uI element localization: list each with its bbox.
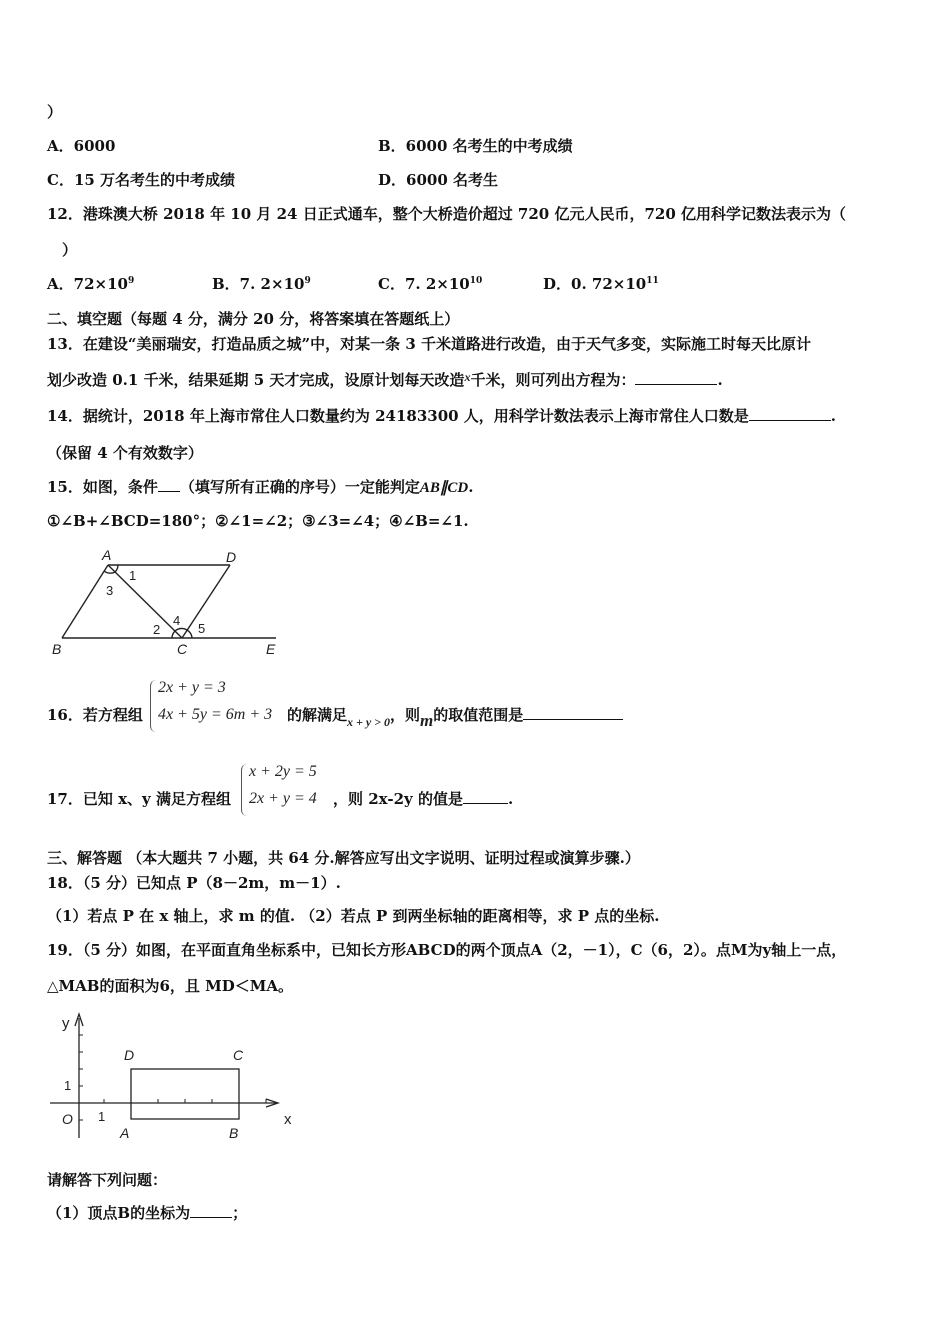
q16-brace (150, 680, 157, 732)
q12-option-d: D．0. $72\times 10^{11}$ (543, 275, 659, 293)
angle-label-3: 3 (106, 583, 114, 598)
q19-part1: （1）顶点B的坐标为 ； (47, 1204, 248, 1222)
q15-figure (40, 540, 290, 660)
label-b: B (229, 1125, 239, 1141)
label-d: D (226, 549, 237, 565)
q19-answer-blank[interactable] (190, 1203, 232, 1218)
y-tick-1: 1 (64, 1078, 72, 1093)
label-d: D (124, 1047, 135, 1063)
label-b: B (52, 641, 62, 657)
q11-option-c: C．15 万名考生的中考成绩 (47, 171, 236, 189)
angle-4-arc (175, 628, 187, 631)
q11-option-b: B．6000 名考生的中考成绩 (378, 137, 573, 155)
q17-equation-2: 2x + y = 4 (249, 790, 317, 807)
q16-prefix: 16．若方程组 (47, 706, 143, 724)
q17-answer-blank[interactable] (463, 789, 508, 804)
q15-text: 15．如图，条件 （填写所有正确的序号）一定能判定AB∥CD. (47, 478, 474, 496)
segment-dc (182, 565, 230, 638)
q14-line1: 14．据统计，2018 年上海市常住人口数量约为 24183300 人，用科学计数法表示上海市常住人口数是 . (47, 407, 837, 425)
q11-option-a: A．6000 (47, 137, 116, 155)
label-c: C (233, 1047, 244, 1063)
q13-line1: 13．在建设“美丽瑞安，打造品质之城”中，对某一条 3 千米道路进行改造，由于天气多变，实际施工时每天比原计 (47, 335, 812, 353)
q16-text: 的解满足$_{x + y > 0}$，则m的取值范围是 (287, 705, 623, 726)
angle-label-5: 5 (198, 621, 206, 636)
q17-equation-1: x + 2y = 5 (249, 763, 317, 780)
q16-answer-blank[interactable] (523, 705, 623, 720)
q13-line2: 划少改造 0.1 千米，结果延期 5 天才完成，设原计划每天改造$^x$千米，则可列出方程为： . (47, 370, 723, 389)
q17-brace (241, 764, 248, 816)
x-axis-label: x (284, 1111, 292, 1128)
segment-ab (62, 565, 108, 638)
origin-label: O (62, 1111, 73, 1127)
section-2-title: 二、填空题（每题 4 分，满分 20 分，将答案填在答题纸上） (47, 310, 460, 328)
q12-option-b: B．7. $2\times 10^9$ (212, 275, 311, 293)
x-tick-1: 1 (98, 1109, 106, 1124)
q14-line2: （保留 4 个有效数字） (47, 444, 203, 462)
q12-option-a: A．$72\times 10^9$ (47, 275, 135, 293)
angle-label-4: 4 (173, 613, 181, 628)
q15-answer-blank[interactable] (158, 477, 180, 492)
segment-ac (108, 565, 182, 638)
q13-answer-blank[interactable] (635, 370, 717, 385)
question-continuation: ） (47, 103, 63, 121)
label-e: E (266, 641, 276, 657)
q12-option-c: C．7. $2\times 10^{10}$ (378, 275, 483, 293)
angle-label-2: 2 (153, 622, 161, 637)
q15-conditions: ①∠B+∠BCD=180°；②∠1=∠2；③∠3=∠4；④∠B=∠1. (47, 512, 469, 530)
q14-answer-blank[interactable] (749, 406, 831, 421)
angle-5-arc (187, 630, 192, 638)
q17-text: ，则 2x-2y 的值是 . (333, 790, 514, 808)
q12-continuation: ） (62, 241, 78, 259)
q19-prompt: 请解答下列问题： (47, 1171, 168, 1189)
label-c: C (177, 641, 188, 657)
q18-line2: （1）若点 P 在 x 轴上，求 m 的值. （2）若点 P 到两坐标轴的距离相等，求 P 点的坐标. (47, 907, 660, 925)
label-a: A (102, 547, 112, 563)
q11-option-d: D．6000 名考生 (378, 171, 498, 189)
angle-2-arc (172, 631, 175, 638)
section-3-title: 三、解答题 （本大题共 7 小题，共 64 分.解答应写出文字说明、证明过程或演算步骤.） (47, 849, 640, 867)
angle-label-1: 1 (129, 568, 137, 583)
rectangle-abcd (131, 1069, 239, 1119)
angle-1-arc (115, 565, 118, 572)
y-axis-label: y (62, 1015, 70, 1032)
q19-line2: △MAB的面积为6，且 MD＜MA。 (47, 977, 293, 995)
q19-figure (44, 1008, 304, 1148)
q17-prefix: 17．已知 x、y 满足方程组 (47, 790, 231, 808)
q16-equation-1: 2x + y = 3 (158, 679, 226, 696)
q18-line1: 18．（5 分）已知点 P（8－2m，m－1）. (47, 874, 341, 892)
q12-text: 12．港珠澳大桥 2018 年 10 月 24 日正式通车，整个大桥造价超过 720 亿元人民币，720 亿用科学记数法表示为（ (47, 205, 846, 223)
q16-equation-2: 4x + 5y = 6m + 3 (158, 706, 273, 723)
q19-line1: 19．（5 分）如图，在平面直角坐标系中，已知长方形ABCD的两个顶点A（2，－1），C（6，2）。点M为y轴上一点， (47, 941, 847, 959)
label-a: A (120, 1125, 130, 1141)
angle-3-arc (104, 571, 115, 573)
